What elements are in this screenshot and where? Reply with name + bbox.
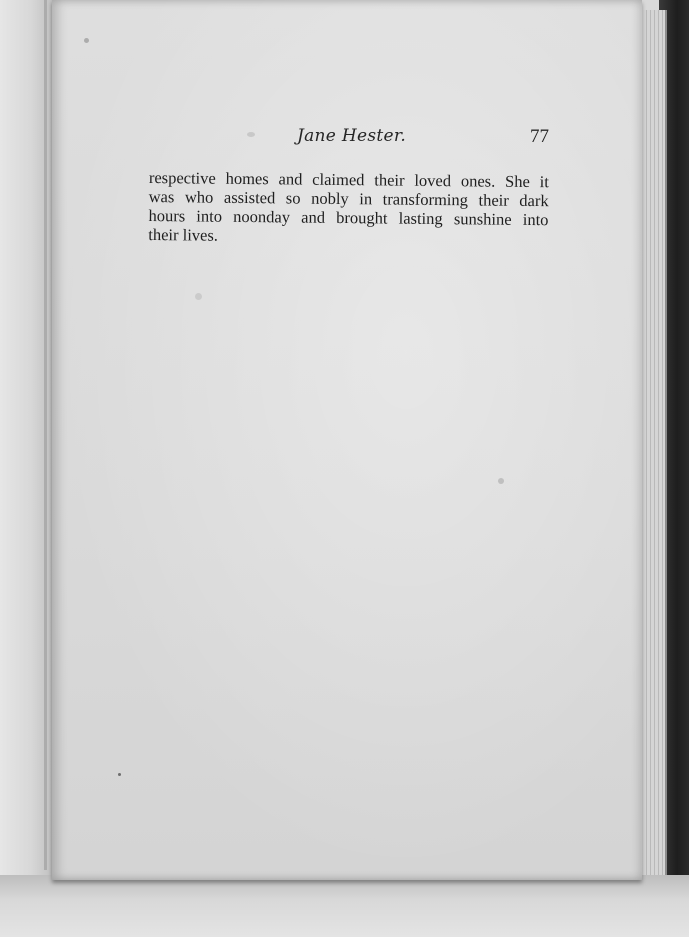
paper-speck: [195, 293, 202, 300]
text-line: hours into noonday and brought lasting sunshine into: [148, 205, 549, 230]
page-number: 77: [530, 126, 549, 147]
book-page: [52, 0, 642, 880]
text-line: their lives.: [148, 224, 219, 245]
text-line: respective homes and claimed their loved ones. She it: [148, 168, 549, 192]
running-head: [52, 124, 642, 154]
paper-speck: [118, 773, 121, 776]
paper-speck: [498, 478, 504, 484]
paper-speck: [247, 132, 255, 137]
text-line: was who assisted so nobly in transforming their dark: [148, 186, 549, 211]
page-edges: [643, 10, 667, 878]
gutter-fold-line: [44, 0, 47, 870]
running-title: Jane Hester.: [297, 126, 407, 146]
paper-speck: [84, 38, 89, 43]
book-bottom-board: [0, 875, 689, 937]
body-paragraph: [148, 168, 549, 248]
